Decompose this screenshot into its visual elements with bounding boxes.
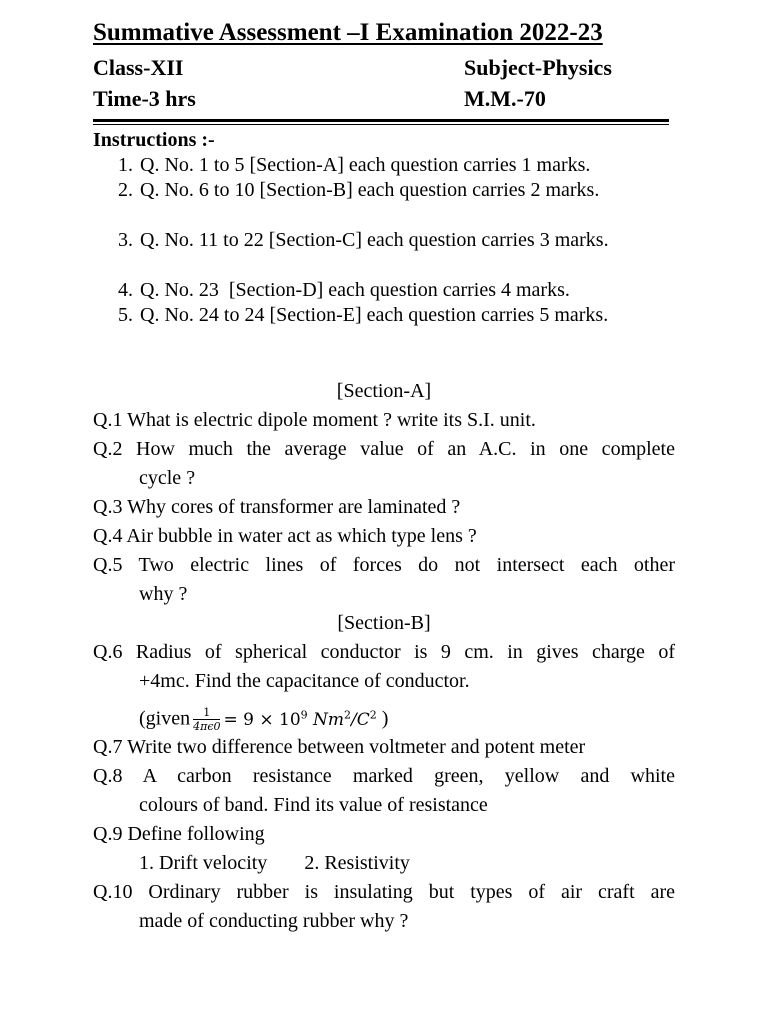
question-5 — [93, 551, 675, 609]
question-continuation: made of conducting rubber why ? — [139, 910, 409, 932]
question-6 — [93, 638, 675, 696]
fraction-numerator: 1 — [193, 707, 220, 720]
instruction-number: 1. — [118, 154, 133, 176]
instruction-number: 4. — [118, 279, 133, 301]
question-7 — [93, 733, 675, 762]
instruction-item — [118, 228, 675, 253]
time-label: Time-3 hrs — [93, 86, 196, 111]
instruction-item — [118, 153, 675, 178]
instruction-text: Q. No. 6 to 10 [Section-B] each question carries 2 marks. — [140, 179, 600, 201]
question-2 — [93, 435, 675, 493]
class-label: Class-XII — [93, 55, 184, 80]
subject-label: Subject-Physics — [464, 55, 612, 80]
question-1 — [93, 406, 675, 435]
instruction-item — [118, 303, 675, 328]
question-text: Q.4 Air bubble in water act as which type lens ? — [93, 525, 477, 547]
header-divider-thin — [93, 124, 669, 125]
question-9 — [93, 820, 675, 878]
instruction-text: Q. No. 11 to 22 [Section-C] each question carries 3 marks. — [140, 229, 609, 251]
question-text: Q.10 Ordinary rubber is insulating but types of air craft are — [93, 881, 675, 903]
formula-expression — [223, 710, 376, 730]
given-open: (given — [139, 707, 191, 730]
question-text: Q.9 Define following — [93, 823, 265, 845]
instruction-text: Q. No. 1 to 5 [Section-A] each question carries 1 marks. — [140, 154, 591, 176]
header-divider — [93, 119, 669, 122]
question-8 — [93, 762, 675, 820]
question-continuation: cycle ? — [139, 467, 196, 489]
question-4 — [93, 522, 675, 551]
question-text: Q.6 Radius of spherical conductor is 9 cm. in gives charge of — [93, 641, 675, 663]
instruction-number: 3. — [118, 229, 133, 251]
question-continuation: why ? — [139, 583, 188, 605]
question-continuation: colours of band. Find its value of resistance — [139, 794, 488, 816]
given-close: ) — [381, 707, 389, 730]
formula-exponent: 9 — [300, 708, 308, 721]
fraction — [193, 707, 220, 733]
question-3 — [93, 493, 675, 522]
instruction-text: Q. No. 23 [Section-D] each question carries 4 marks. — [140, 279, 570, 301]
question-text: Q.2 How much the average value of an A.C. in one complete — [93, 438, 675, 460]
question-text: Q.7 Write two difference between voltmeter and potent meter — [93, 736, 586, 758]
option-2: 2. Resistivity — [304, 852, 410, 874]
instruction-number: 2. — [118, 179, 133, 201]
instructions-heading: Instructions :- — [93, 129, 215, 151]
formula-unit-a-exponent: 2 — [344, 708, 352, 721]
question-text: Q.1 What is electric dipole moment ? write its S.I. unit. — [93, 409, 536, 431]
question-text: Q.8 A carbon resistance marked green, yellow and white — [93, 765, 675, 787]
instruction-text: Q. No. 24 to 24 [Section-E] each question carries 5 marks. — [140, 304, 609, 326]
section-a-heading: [Section-A] — [336, 380, 432, 402]
question-options — [93, 849, 675, 878]
question-text: Q.5 Two electric lines of forces do not intersect each other — [93, 554, 675, 576]
question-text: Q.3 Why cores of transformer are laminated ? — [93, 496, 461, 518]
formula-value: = 9 × 10 — [223, 709, 301, 730]
formula-unit-b: /C — [351, 709, 370, 730]
instruction-number: 5. — [118, 304, 133, 326]
question-continuation: +4mc. Find the capacitance of conductor. — [139, 670, 470, 692]
page-title: Summative Assessment –I Examination 2022-23 — [93, 19, 603, 46]
question-10 — [93, 878, 675, 936]
given-formula — [139, 700, 388, 735]
section-b-heading: [Section-B] — [337, 612, 431, 634]
formula-unit-a: Nm — [313, 709, 345, 730]
max-marks-label: M.M.-70 — [464, 86, 546, 111]
fraction-denominator: 4πϵ0 — [193, 720, 221, 734]
formula-unit-b-exponent: 2 — [369, 708, 377, 721]
instruction-item — [118, 278, 675, 303]
instruction-item — [118, 178, 675, 203]
option-1: 1. Drift velocity — [139, 852, 268, 874]
